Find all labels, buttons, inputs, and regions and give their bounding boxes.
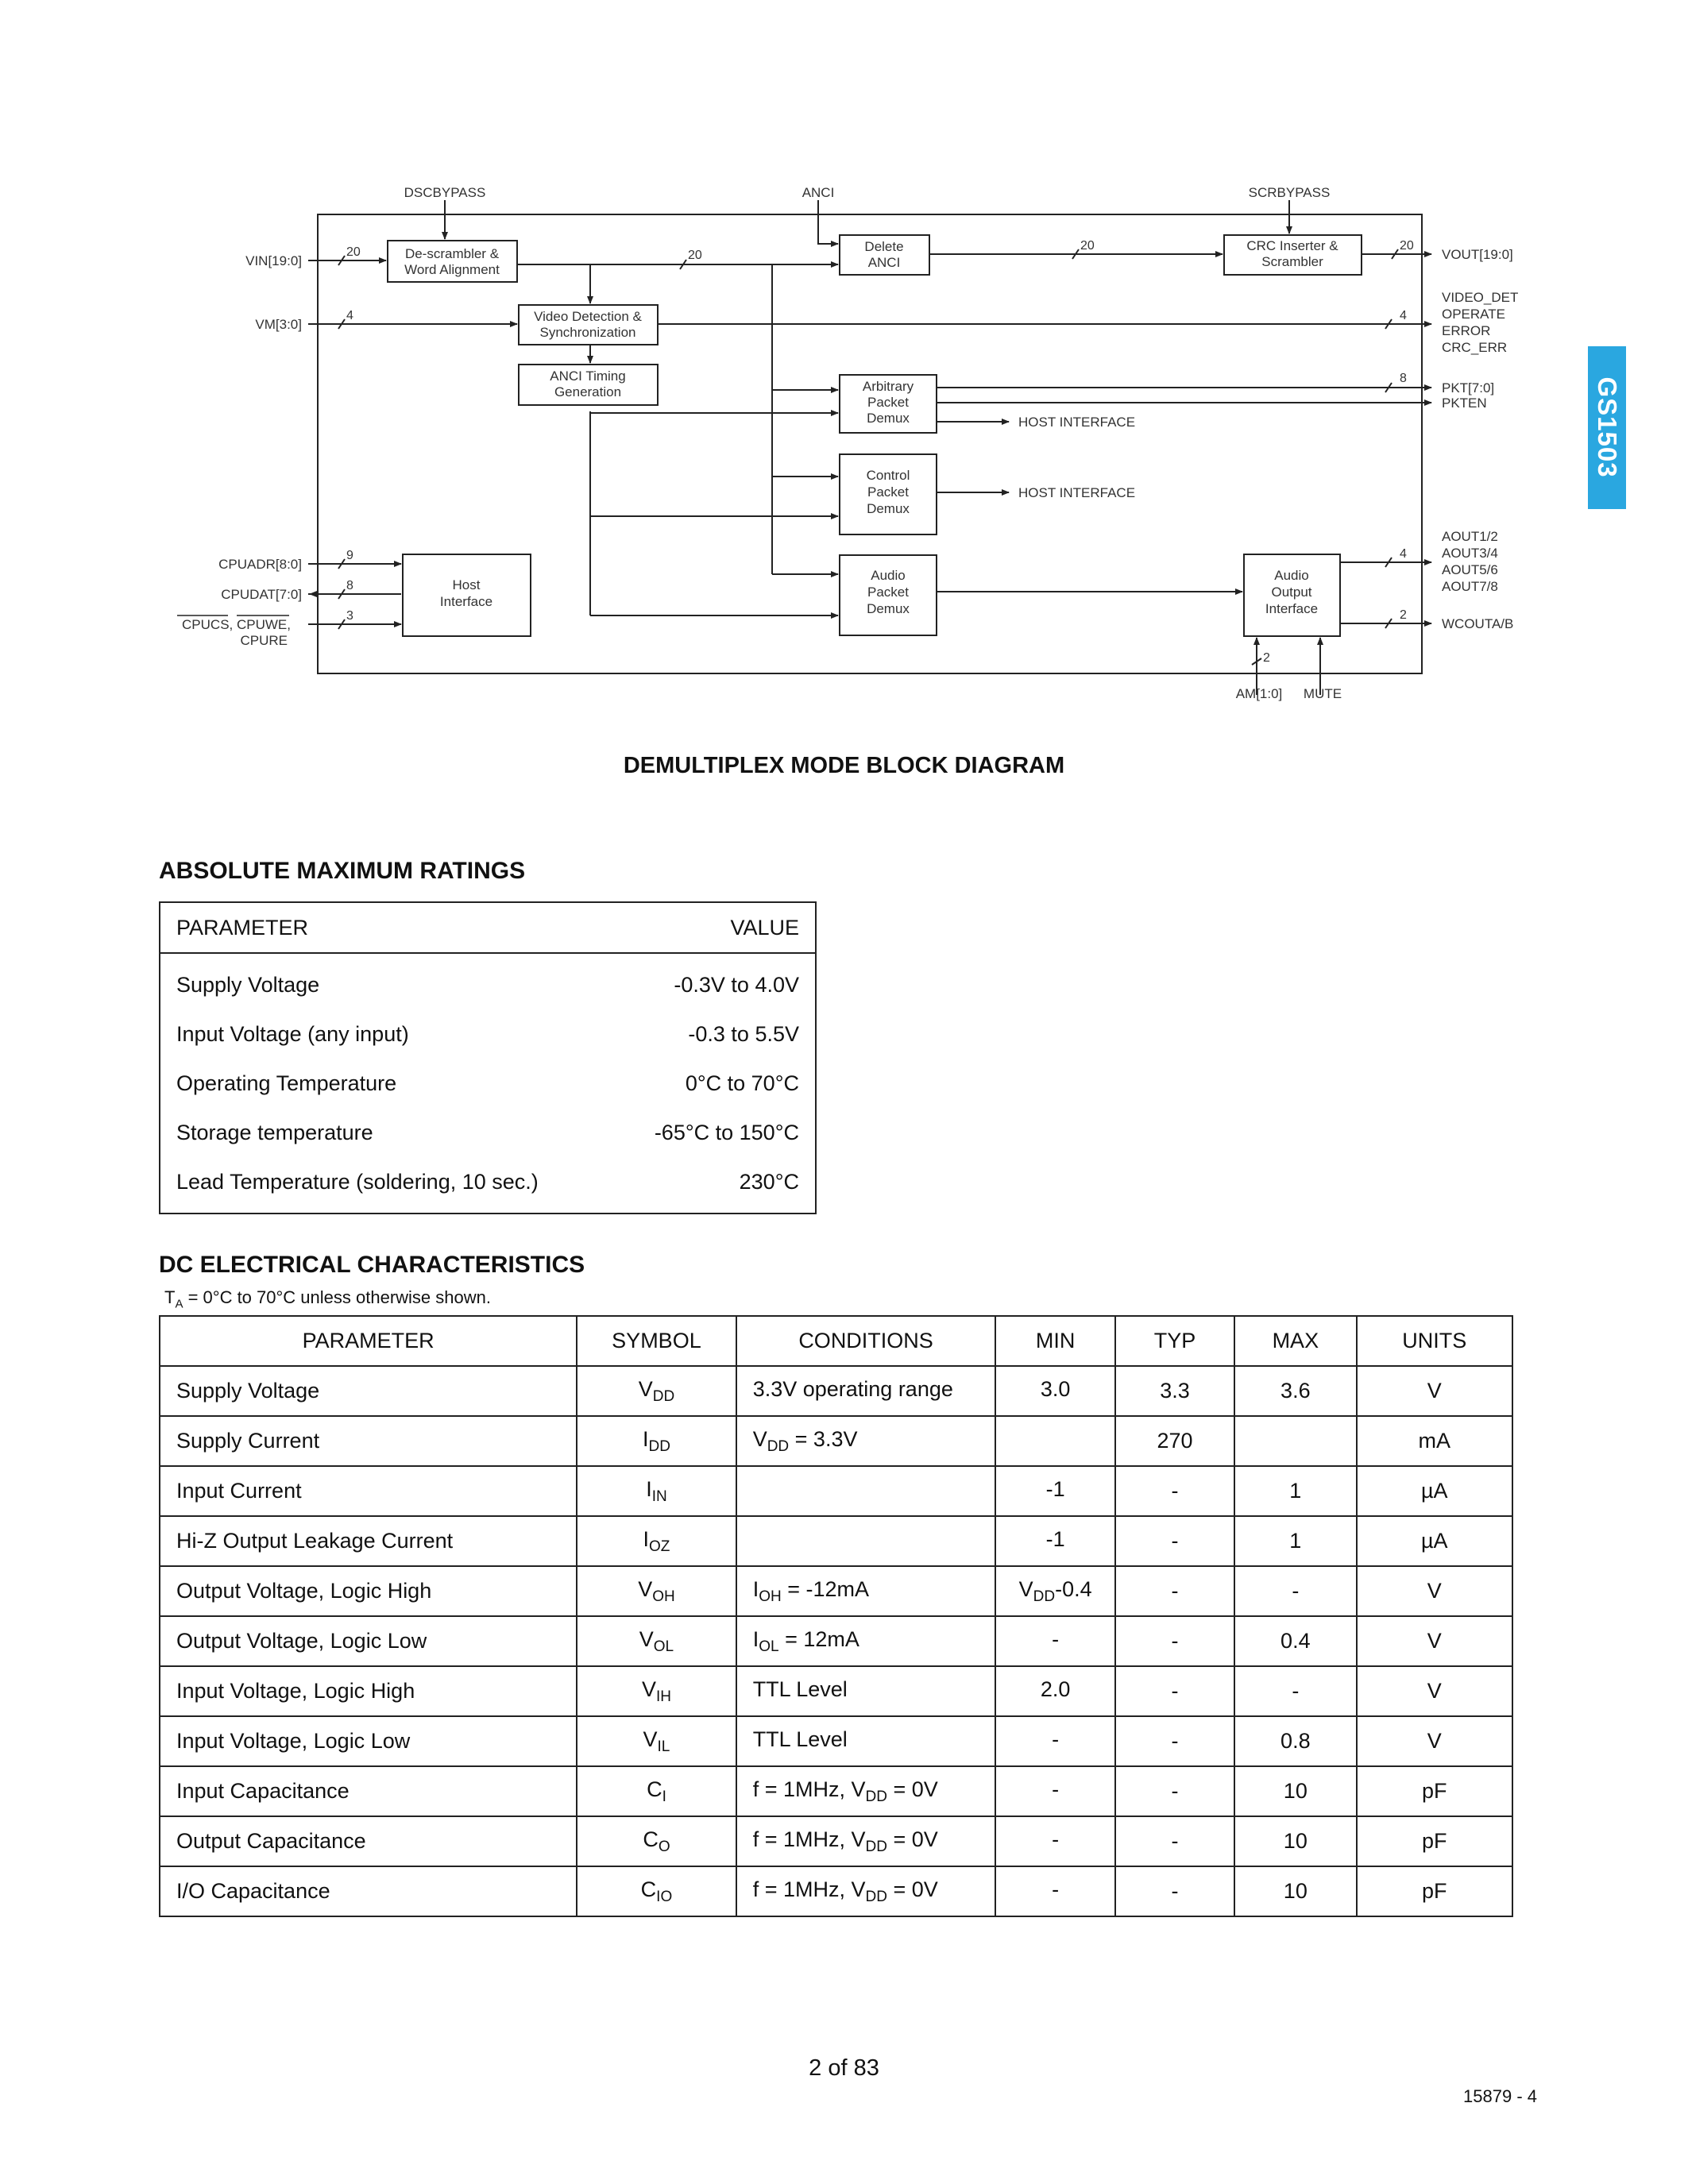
abs-max-param: Input Voltage (any input) <box>176 1021 409 1046</box>
dc-param: Hi-Z Output Leakage Current <box>160 1516 577 1566</box>
dc-table <box>159 1315 1513 1917</box>
table-row <box>160 1466 1512 1516</box>
dc-param: I/O Capacitance <box>160 1866 577 1916</box>
pkt-label: PKT[7:0] <box>1442 380 1495 396</box>
document-number: 15879 - 4 <box>1463 2086 1537 2106</box>
bus-width-cpudat: 8 <box>346 579 353 592</box>
table-row <box>160 1157 816 1214</box>
abs-max-table <box>159 901 817 1214</box>
dc-max: - <box>1234 1666 1356 1716</box>
delete-anci-text-2: ANCI <box>867 255 901 270</box>
cpucs-label: CPUCS, CPUWE, <box>182 617 291 632</box>
dc-header-conditions: CONDITIONS <box>736 1316 996 1366</box>
dc-units: pF <box>1357 1816 1513 1866</box>
abs-max-value: -0.3 to 5.5V <box>688 1021 799 1046</box>
dc-conditions: f = 1MHz, $V_{DD} = 0V$ <box>736 1816 996 1866</box>
dc-symbol: $I_{OZ}$ <box>577 1516 736 1566</box>
cpudat-label: CPUDAT[7:0] <box>221 587 302 602</box>
video-det-text-2: Synchronization <box>539 325 636 340</box>
dc-conditions <box>736 1516 996 1566</box>
arbitrary-text-1: Arbitrary <box>862 379 914 394</box>
control-text-3: Demux <box>867 501 910 516</box>
delete-anci-text-1: Delete <box>864 239 904 254</box>
abs-max-param: Operating Temperature <box>176 1071 397 1095</box>
dc-conditions: 3.3V operating range <box>736 1366 996 1416</box>
dc-header-row <box>160 1316 1512 1366</box>
cpuadr-label: CPUADR[8:0] <box>218 557 302 572</box>
dc-typ: 270 <box>1115 1416 1234 1466</box>
bus-width-desc: 20 <box>688 249 702 262</box>
dc-symbol: $I_{DD}$ <box>577 1416 736 1466</box>
dc-units: pF <box>1357 1866 1513 1916</box>
audio-demux-text-1: Audio <box>871 568 906 583</box>
dc-param: Supply Current <box>160 1416 577 1466</box>
dc-symbol: $V_{OL}$ <box>577 1616 736 1666</box>
dc-max: 1 <box>1234 1466 1356 1516</box>
arbitrary-text-3: Demux <box>867 411 910 426</box>
dc-title: DC ELECTRICAL CHARACTERISTICS <box>159 1252 585 1278</box>
bus-width-cpuctl: 3 <box>346 609 353 623</box>
arbitrary-text-2: Packet <box>867 395 909 410</box>
abs-max-header-parameter: PARAMETER <box>160 902 612 953</box>
page-number: 2 of 83 <box>809 2055 879 2081</box>
dc-min: - <box>995 1616 1114 1666</box>
dc-units: µA <box>1357 1466 1513 1516</box>
dc-header-parameter: PARAMETER <box>160 1316 577 1366</box>
dc-note-sub: A <box>175 1297 183 1311</box>
dc-max: 0.4 <box>1234 1616 1356 1666</box>
table-row <box>160 1366 1512 1416</box>
dc-typ: - <box>1115 1866 1234 1916</box>
dc-symbol: $C_O$ <box>577 1816 736 1866</box>
dc-conditions: TTL Level <box>736 1666 996 1716</box>
cpure-label: CPURE <box>240 633 288 648</box>
anci-label: ANCI <box>802 185 835 200</box>
dc-param: Input Voltage, Logic High <box>160 1666 577 1716</box>
dc-units: pF <box>1357 1766 1513 1816</box>
bus-width-am: 2 <box>1263 651 1270 665</box>
abs-max-param: Lead Temperature (soldering, 10 sec.) <box>176 1169 539 1194</box>
dc-typ: - <box>1115 1716 1234 1766</box>
bus-width-vout: 20 <box>1400 239 1414 253</box>
dc-units: V <box>1357 1616 1513 1666</box>
video-det-text-1: Video Detection & <box>534 309 642 324</box>
dc-param: Input Capacitance <box>160 1766 577 1816</box>
host-text-2: Interface <box>439 594 493 609</box>
mute-label: MUTE <box>1303 686 1342 701</box>
bus-width-cpuadr: 9 <box>346 549 353 562</box>
dc-typ: - <box>1115 1516 1234 1566</box>
audio-demux-text-3: Demux <box>867 601 910 616</box>
dc-header-max: MAX <box>1234 1316 1356 1366</box>
dscbypass-label: DSCBYPASS <box>404 185 486 200</box>
audio-out-text-1: Audio <box>1274 568 1309 583</box>
bus-width-vin: 20 <box>346 245 361 259</box>
dc-header-symbol: SYMBOL <box>577 1316 736 1366</box>
bus-width-delete: 20 <box>1080 239 1095 253</box>
dc-min: -1 <box>995 1466 1114 1516</box>
dc-min: - <box>995 1816 1114 1866</box>
dc-conditions: $I_{OH} = -12mA$ <box>736 1566 996 1616</box>
diagram-title: DEMULTIPLEX MODE BLOCK DIAGRAM <box>623 753 1065 778</box>
anci-timing-text-1: ANCI Timing <box>550 369 626 384</box>
dc-min: 3.0 <box>995 1366 1114 1416</box>
table-row <box>160 1816 1512 1866</box>
abs-max-param: Storage temperature <box>176 1120 373 1144</box>
table-row <box>160 1866 1512 1916</box>
crc-err-label: CRC_ERR <box>1442 340 1508 355</box>
table-row <box>160 1416 1512 1466</box>
dc-conditions: $V_{DD} = 3.3V$ <box>736 1416 996 1466</box>
dc-note-rest: = 0°C to 70°C unless otherwise shown. <box>183 1287 491 1307</box>
dc-max: 1 <box>1234 1516 1356 1566</box>
dc-conditions: f = 1MHz, $V_{DD} = 0V$ <box>736 1866 996 1916</box>
abs-max-header-value: VALUE <box>612 902 816 953</box>
abs-max-header-row <box>160 902 816 953</box>
dc-max: - <box>1234 1566 1356 1616</box>
abs-max-title: ABSOLUTE MAXIMUM RATINGS <box>159 858 526 884</box>
bus-width-status: 4 <box>1400 309 1407 322</box>
dc-min <box>995 1416 1114 1466</box>
bus-width-aout: 4 <box>1400 547 1407 561</box>
dc-units: V <box>1357 1366 1513 1416</box>
dc-typ: - <box>1115 1616 1234 1666</box>
table-row <box>160 1108 816 1157</box>
dc-units: V <box>1357 1716 1513 1766</box>
dc-typ: - <box>1115 1666 1234 1716</box>
dc-conditions <box>736 1466 996 1516</box>
vout-label: VOUT[19:0] <box>1442 247 1513 262</box>
dc-typ: 3.3 <box>1115 1366 1234 1416</box>
dc-param: Supply Voltage <box>160 1366 577 1416</box>
dc-max: 10 <box>1234 1766 1356 1816</box>
host-interface-label-2: HOST INTERFACE <box>1018 485 1136 500</box>
dc-symbol: $I_{IN}$ <box>577 1466 736 1516</box>
dc-param: Input Voltage, Logic Low <box>160 1716 577 1766</box>
dc-header-min: MIN <box>995 1316 1114 1366</box>
descrambler-text-2: Word Alignment <box>404 262 500 277</box>
dc-units: mA <box>1357 1416 1513 1466</box>
dc-min: -1 <box>995 1516 1114 1566</box>
table-row <box>160 1566 1512 1616</box>
dc-max: 10 <box>1234 1866 1356 1916</box>
aout34-label: AOUT3/4 <box>1442 546 1498 561</box>
dc-max: 10 <box>1234 1816 1356 1866</box>
abs-max-value: -65°C to 150°C <box>654 1120 799 1144</box>
bus-width-vm: 4 <box>346 309 353 322</box>
dc-param: Output Capacitance <box>160 1816 577 1866</box>
dc-typ: - <box>1115 1816 1234 1866</box>
dc-header-units: UNITS <box>1357 1316 1513 1366</box>
table-row <box>160 953 816 1009</box>
dc-units: µA <box>1357 1516 1513 1566</box>
dc-symbol: $C_I$ <box>577 1766 736 1816</box>
error-label: ERROR <box>1442 323 1491 338</box>
dc-symbol: $V_{OH}$ <box>577 1566 736 1616</box>
aout78-label: AOUT7/8 <box>1442 579 1498 594</box>
audio-out-text-2: Output <box>1271 585 1312 600</box>
dc-symbol: $V_{IL}$ <box>577 1716 736 1766</box>
dc-min: - <box>995 1866 1114 1916</box>
audio-out-text-3: Interface <box>1265 601 1319 616</box>
table-row <box>160 1516 1512 1566</box>
aout12-label: AOUT1/2 <box>1442 529 1498 544</box>
abs-max-param: Supply Voltage <box>176 972 320 997</box>
dc-param: Output Voltage, Logic Low <box>160 1616 577 1666</box>
dc-note-t: T <box>164 1287 176 1307</box>
wcouta-label: WCOUTA/B <box>1442 616 1514 631</box>
dc-header-typ: TYP <box>1115 1316 1234 1366</box>
control-text-2: Packet <box>867 484 909 500</box>
dc-max <box>1234 1416 1356 1466</box>
table-row <box>160 1666 1512 1716</box>
abs-max-value: 0°C to 70°C <box>685 1071 799 1095</box>
audio-demux-text-2: Packet <box>867 585 909 600</box>
dc-units: V <box>1357 1666 1513 1716</box>
dc-min: - <box>995 1766 1114 1816</box>
table-row <box>160 1009 816 1059</box>
bus-width-pkt: 8 <box>1400 372 1407 385</box>
dc-min: $V_{DD}-0.4$ <box>995 1566 1114 1616</box>
vin-label: VIN[19:0] <box>245 253 302 268</box>
video-det-label: VIDEO_DET <box>1442 290 1519 305</box>
dc-param: Output Voltage, Logic High <box>160 1566 577 1616</box>
dc-conditions: TTL Level <box>736 1716 996 1766</box>
dc-note <box>164 1287 491 1310</box>
aout56-label: AOUT5/6 <box>1442 562 1498 577</box>
block-diagram <box>0 0 1688 715</box>
dc-conditions: $I_{OL} = 12mA$ <box>736 1616 996 1666</box>
crc-text-2: Scrambler <box>1261 254 1323 269</box>
abs-max-value: -0.3V to 4.0V <box>674 972 799 997</box>
dc-typ: - <box>1115 1466 1234 1516</box>
dc-typ: - <box>1115 1566 1234 1616</box>
table-row <box>160 1059 816 1108</box>
abs-max-value: 230°C <box>739 1169 799 1194</box>
dc-max: 3.6 <box>1234 1366 1356 1416</box>
dc-units: V <box>1357 1566 1513 1616</box>
host-interface-label-1: HOST INTERFACE <box>1018 415 1136 430</box>
dc-symbol: $V_{IH}$ <box>577 1666 736 1716</box>
vm-label: VM[3:0] <box>255 317 302 332</box>
anci-timing-text-2: Generation <box>554 384 622 399</box>
side-tab-label: GS1503 <box>1593 376 1622 478</box>
dc-min: - <box>995 1716 1114 1766</box>
table-row <box>160 1766 1512 1816</box>
dc-conditions: f = 1MHz, $V_{DD} = 0V$ <box>736 1766 996 1816</box>
pkten-label: PKTEN <box>1442 396 1487 411</box>
dc-symbol: $V_{DD}$ <box>577 1366 736 1416</box>
crc-text-1: CRC Inserter & <box>1246 238 1338 253</box>
control-text-1: Control <box>866 468 910 483</box>
descrambler-text-1: De-scrambler & <box>404 246 500 261</box>
dc-min: 2.0 <box>995 1666 1114 1716</box>
dc-max: 0.8 <box>1234 1716 1356 1766</box>
bus-width-wcout: 2 <box>1400 608 1407 622</box>
am-label: AM[1:0] <box>1235 686 1283 701</box>
scrbypass-label: SCRBYPASS <box>1248 185 1331 200</box>
host-text-1: Host <box>452 577 481 592</box>
dc-symbol: $C_{IO}$ <box>577 1866 736 1916</box>
dc-param: Input Current <box>160 1466 577 1516</box>
table-row <box>160 1716 1512 1766</box>
table-row <box>160 1616 1512 1666</box>
operate-label: OPERATE <box>1442 307 1505 322</box>
dc-typ: - <box>1115 1766 1234 1816</box>
